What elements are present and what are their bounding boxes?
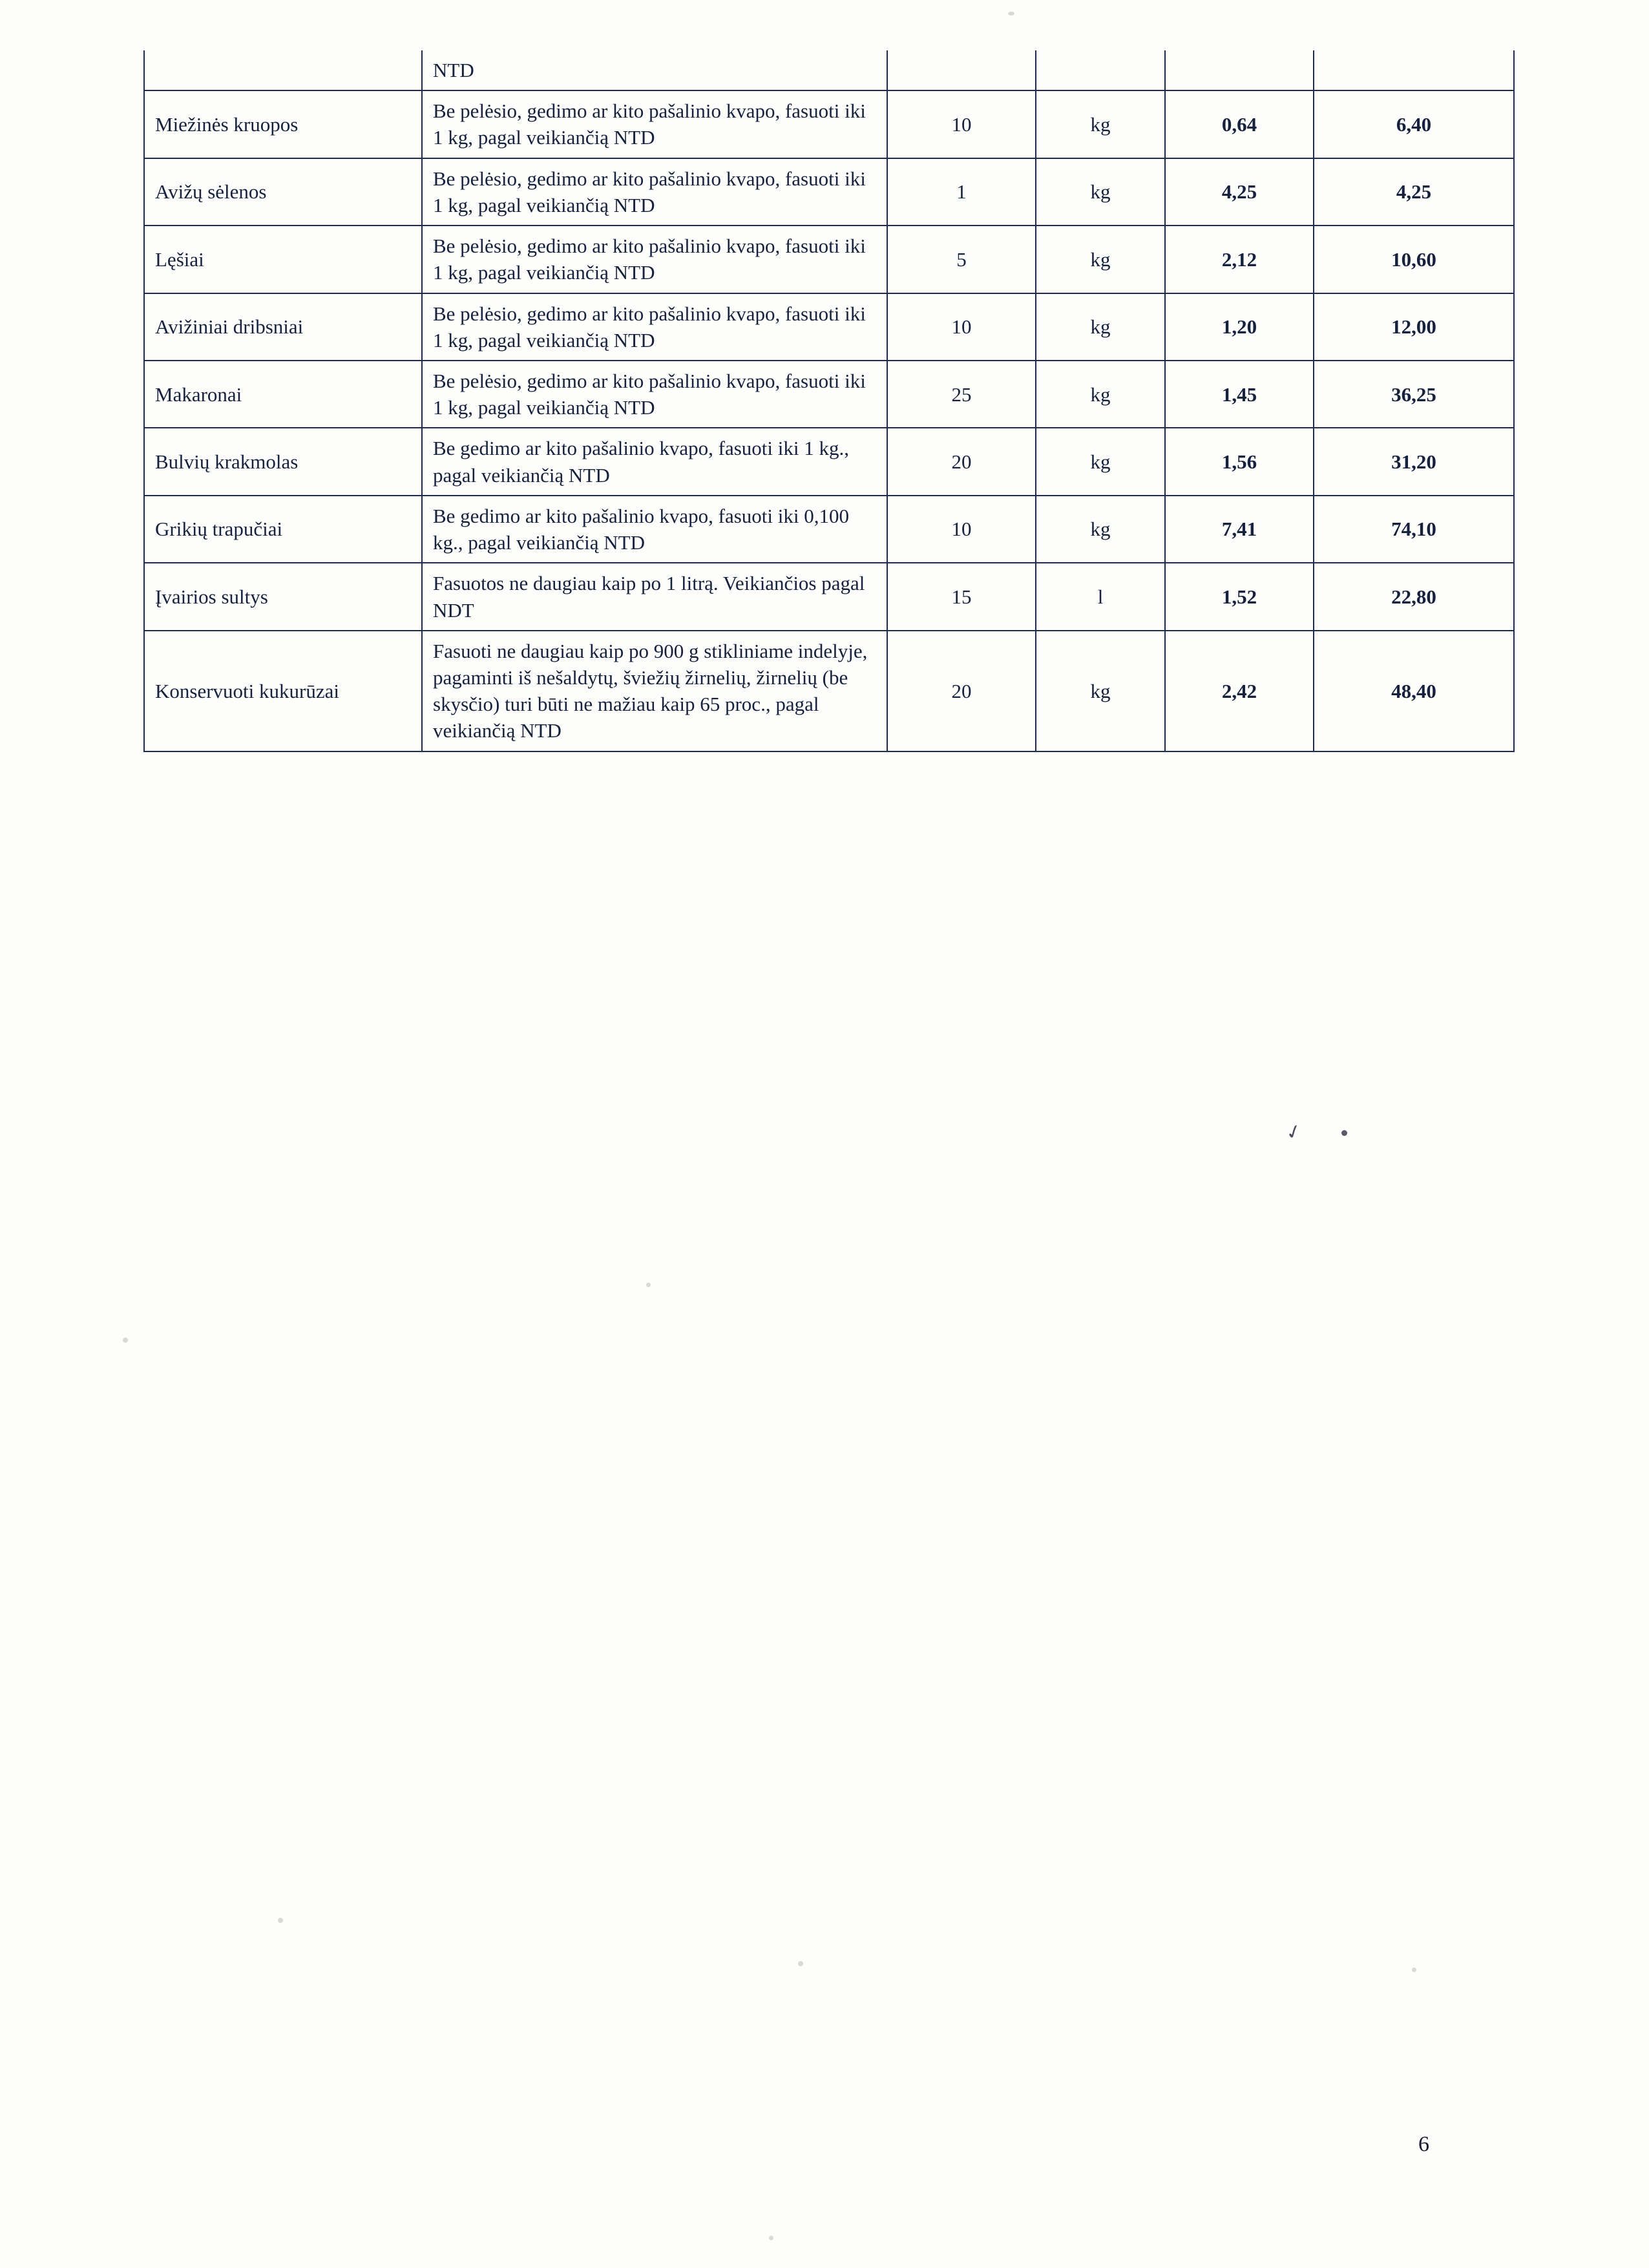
cell-sum: 12,00 <box>1314 293 1514 361</box>
cell-name: Įvairios sultys <box>144 563 422 630</box>
cell-name: Avižų sėlenos <box>144 158 422 226</box>
cell-unit: kg <box>1036 361 1165 428</box>
cell-price: 1,20 <box>1165 293 1314 361</box>
ink-dot-icon <box>1341 1130 1347 1136</box>
cell-sum: 36,25 <box>1314 361 1514 428</box>
cell-qty: 15 <box>887 563 1036 630</box>
stray-pen-marks <box>1283 1119 1376 1147</box>
products-table-container <box>143 50 1513 752</box>
cell-unit: kg <box>1036 90 1165 158</box>
cell-name: Makaronai <box>144 361 422 428</box>
cell-desc: Be pelėsio, gedimo ar kito pašalinio kvapo, fasuoti iki 1 kg, pagal veikiančią NTD <box>422 226 887 293</box>
cell-price: 1,56 <box>1165 428 1314 495</box>
cell-price: 2,12 <box>1165 226 1314 293</box>
cell-name: Bulvių krakmolas <box>144 428 422 495</box>
cell-name: Avižiniai dribsniai <box>144 293 422 361</box>
cell-desc: NTD <box>422 50 887 90</box>
table-row <box>144 293 1514 361</box>
cell-sum: 31,20 <box>1314 428 1514 495</box>
scan-speck <box>278 1918 283 1923</box>
cell-unit: kg <box>1036 428 1165 495</box>
scan-speck <box>1412 1968 1416 1972</box>
scan-speck <box>769 2236 773 2240</box>
pen-stroke-icon: ✓ <box>1283 1119 1305 1146</box>
cell-unit <box>1036 50 1165 90</box>
table-row-partial <box>144 50 1514 90</box>
cell-qty: 25 <box>887 361 1036 428</box>
cell-sum: 4,25 <box>1314 158 1514 226</box>
cell-sum: 10,60 <box>1314 226 1514 293</box>
cell-name <box>144 50 422 90</box>
cell-price: 2,42 <box>1165 631 1314 751</box>
table-row <box>144 361 1514 428</box>
cell-sum: 22,80 <box>1314 563 1514 630</box>
cell-price: 1,52 <box>1165 563 1314 630</box>
cell-desc: Be gedimo ar kito pašalinio kvapo, fasuoti iki 0,100 kg., pagal veikiančią NTD <box>422 496 887 563</box>
cell-qty: 10 <box>887 90 1036 158</box>
cell-price: 0,64 <box>1165 90 1314 158</box>
scan-speck <box>123 1338 128 1343</box>
cell-name: Grikių trapučiai <box>144 496 422 563</box>
page-number: 6 <box>1418 2132 1429 2156</box>
cell-desc: Be pelėsio, gedimo ar kito pašalinio kvapo, fasuoti iki 1 kg, pagal veikiančią NTD <box>422 90 887 158</box>
table-row <box>144 428 1514 495</box>
table-row <box>144 631 1514 751</box>
cell-sum: 48,40 <box>1314 631 1514 751</box>
cell-desc: Be pelėsio, gedimo ar kito pašalinio kvapo, fasuoti iki 1 kg, pagal veikiančią NTD <box>422 158 887 226</box>
table-row <box>144 90 1514 158</box>
scan-speck <box>646 1283 651 1287</box>
table-row <box>144 563 1514 630</box>
cell-desc: Be pelėsio, gedimo ar kito pašalinio kvapo, fasuoti iki 1 kg, pagal veikiančią NTD <box>422 293 887 361</box>
cell-qty <box>887 50 1036 90</box>
scan-speck <box>1008 12 1014 16</box>
cell-unit: l <box>1036 563 1165 630</box>
table-row <box>144 496 1514 563</box>
cell-unit: kg <box>1036 496 1165 563</box>
cell-unit: kg <box>1036 158 1165 226</box>
cell-sum: 74,10 <box>1314 496 1514 563</box>
products-table <box>143 50 1515 752</box>
cell-unit: kg <box>1036 631 1165 751</box>
cell-price: 7,41 <box>1165 496 1314 563</box>
cell-qty: 20 <box>887 631 1036 751</box>
cell-name: Miežinės kruopos <box>144 90 422 158</box>
cell-qty: 1 <box>887 158 1036 226</box>
cell-price: 1,45 <box>1165 361 1314 428</box>
cell-qty: 5 <box>887 226 1036 293</box>
cell-price <box>1165 50 1314 90</box>
cell-qty: 20 <box>887 428 1036 495</box>
cell-unit: kg <box>1036 226 1165 293</box>
table-row <box>144 158 1514 226</box>
table-row <box>144 226 1514 293</box>
cell-sum: 6,40 <box>1314 90 1514 158</box>
cell-desc: Fasuoti ne daugiau kaip po 900 g stikliniame indelyje, pagaminti iš nešaldytų, šviežių žirnelių, žirnelių (be skysčio) turi būti ne mažiau kaip 65 proc., pagal veikiančią NTD <box>422 631 887 751</box>
cell-desc: Be pelėsio, gedimo ar kito pašalinio kvapo, fasuoti iki 1 kg, pagal veikiančią NTD <box>422 361 887 428</box>
cell-sum <box>1314 50 1514 90</box>
cell-qty: 10 <box>887 496 1036 563</box>
cell-name: Lęšiai <box>144 226 422 293</box>
cell-price: 4,25 <box>1165 158 1314 226</box>
cell-unit: kg <box>1036 293 1165 361</box>
cell-desc: Be gedimo ar kito pašalinio kvapo, fasuoti iki 1 kg., pagal veikiančią NTD <box>422 428 887 495</box>
scan-speck <box>798 1961 803 1966</box>
cell-name: Konservuoti kukurūzai <box>144 631 422 751</box>
cell-qty: 10 <box>887 293 1036 361</box>
cell-desc: Fasuotos ne daugiau kaip po 1 litrą. Veikiančios pagal NDT <box>422 563 887 630</box>
